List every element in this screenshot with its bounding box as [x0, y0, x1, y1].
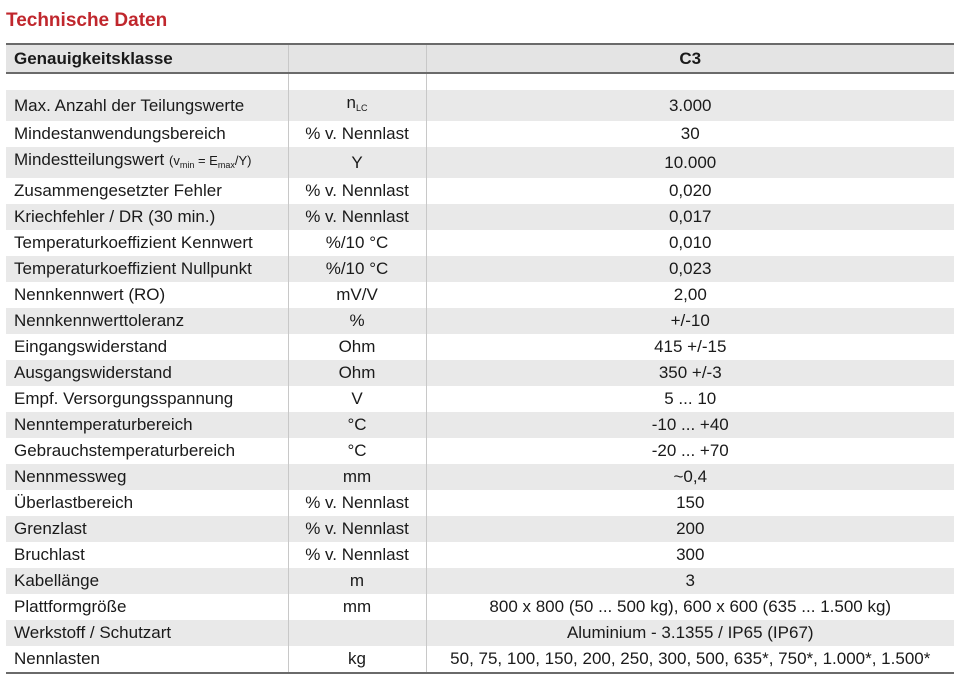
- row-value: 0,017: [426, 204, 954, 230]
- row-value: 150: [426, 490, 954, 516]
- header-value: C3: [426, 44, 954, 73]
- row-label: Nennlasten: [6, 646, 288, 673]
- formula-part: /Y): [234, 153, 252, 168]
- table-row: [6, 594, 954, 620]
- table-row: [6, 282, 954, 308]
- table-row: [6, 90, 954, 121]
- row-label: Plattformgröße: [6, 594, 288, 620]
- row-unit: V: [288, 386, 426, 412]
- table-row: [6, 386, 954, 412]
- header-label: Genauigkeitsklasse: [6, 44, 288, 73]
- row-unit: mm: [288, 594, 426, 620]
- row-label: Nennkennwerttoleranz: [6, 308, 288, 334]
- row-unit: mV/V: [288, 282, 426, 308]
- row-value: -10 ... +40: [426, 412, 954, 438]
- page-title: Technische Daten: [6, 10, 168, 31]
- row-value: 800 x 800 (50 ... 500 kg), 600 x 600 (635 ... 1.500 kg): [426, 594, 954, 620]
- row-unit: % v. Nennlast: [288, 178, 426, 204]
- row-value: 50, 75, 100, 150, 200, 250, 300, 500, 635*, 750*, 1.000*, 1.500*: [426, 646, 954, 673]
- row-unit: % v. Nennlast: [288, 542, 426, 568]
- row-value: 5 ... 10: [426, 386, 954, 412]
- row-label: Zusammengesetzter Fehler: [6, 178, 288, 204]
- row-value: 0,010: [426, 230, 954, 256]
- row-value: 10.000: [426, 147, 954, 178]
- table-row: [6, 438, 954, 464]
- row-label: Eingangswiderstand: [6, 334, 288, 360]
- row-unit: % v. Nennlast: [288, 490, 426, 516]
- row-unit: %: [288, 308, 426, 334]
- row-unit: %/10 °C: [288, 230, 426, 256]
- row-label: Max. Anzahl der Teilungswerte: [6, 90, 288, 121]
- row-label: Kriechfehler / DR (30 min.): [6, 204, 288, 230]
- row-value: -20 ... +70: [426, 438, 954, 464]
- row-label: Werkstoff / Schutzart: [6, 620, 288, 646]
- row-unit: Y: [288, 147, 426, 178]
- header-unit: [288, 44, 426, 73]
- row-label: Grenzlast: [6, 516, 288, 542]
- table-row: [6, 178, 954, 204]
- row-value: 3: [426, 568, 954, 594]
- row-unit: Ohm: [288, 334, 426, 360]
- row-label: Temperaturkoeffizient Nullpunkt: [6, 256, 288, 282]
- row-label: Empf. Versorgungsspannung: [6, 386, 288, 412]
- table-row: [6, 412, 954, 438]
- table-header-row: [6, 44, 954, 73]
- row-label: Bruchlast: [6, 542, 288, 568]
- row-value: 0,020: [426, 178, 954, 204]
- row-label: Mindestanwendungsbereich: [6, 121, 288, 147]
- row-unit: [288, 90, 426, 121]
- row-unit: m: [288, 568, 426, 594]
- row-label: Nennmessweg: [6, 464, 288, 490]
- row-label: Kabellänge: [6, 568, 288, 594]
- table-row: [6, 490, 954, 516]
- row-value: 350 +/-3: [426, 360, 954, 386]
- table-row: [6, 646, 954, 673]
- row-unit: °C: [288, 412, 426, 438]
- row-unit: [288, 620, 426, 646]
- row-value: Aluminium - 3.1355 / IP65 (IP67): [426, 620, 954, 646]
- table-row: [6, 542, 954, 568]
- formula-part: (v: [168, 153, 180, 168]
- table-row: [6, 256, 954, 282]
- row-label: Überlastbereich: [6, 490, 288, 516]
- specs-table: [6, 43, 954, 674]
- row-value: 2,00: [426, 282, 954, 308]
- table-row: [6, 121, 954, 147]
- row-value: +/-10: [426, 308, 954, 334]
- table-row: [6, 360, 954, 386]
- row-value: 300: [426, 542, 954, 568]
- row-value: 0,023: [426, 256, 954, 282]
- row-label: Temperaturkoeffizient Kennwert: [6, 230, 288, 256]
- row-value: 30: [426, 121, 954, 147]
- table-row: [6, 308, 954, 334]
- table-row: [6, 464, 954, 490]
- row-unit: mm: [288, 464, 426, 490]
- row-unit: kg: [288, 646, 426, 673]
- table-row: [6, 620, 954, 646]
- row-unit: % v. Nennlast: [288, 121, 426, 147]
- table-row: [6, 230, 954, 256]
- row-value: 200: [426, 516, 954, 542]
- row-label: Gebrauchstemperaturbereich: [6, 438, 288, 464]
- row-label: Nenntemperaturbereich: [6, 412, 288, 438]
- row-value: ~0,4: [426, 464, 954, 490]
- row-unit: %/10 °C: [288, 256, 426, 282]
- row-label: Ausgangswiderstand: [6, 360, 288, 386]
- table-row: [6, 516, 954, 542]
- table-row: [6, 568, 954, 594]
- unit-subscript: LC: [355, 103, 368, 113]
- table-row: [6, 334, 954, 360]
- row-label: Nennkennwert (RO): [6, 282, 288, 308]
- row-value: 415 +/-15: [426, 334, 954, 360]
- row-unit: % v. Nennlast: [288, 204, 426, 230]
- spacer-row: [6, 73, 954, 90]
- row-value: 3.000: [426, 90, 954, 121]
- table-row: [6, 147, 954, 178]
- formula-part: max: [217, 160, 235, 170]
- formula-part: min: [179, 160, 195, 170]
- row-label: [6, 147, 288, 178]
- row-unit: °C: [288, 438, 426, 464]
- table-row: [6, 204, 954, 230]
- unit-symbol: n: [346, 93, 356, 112]
- row-label-text: Mindestteilungswert: [14, 150, 165, 169]
- row-unit: % v. Nennlast: [288, 516, 426, 542]
- row-unit: Ohm: [288, 360, 426, 386]
- row-label-formula: [169, 153, 252, 168]
- formula-part: = E: [194, 153, 218, 168]
